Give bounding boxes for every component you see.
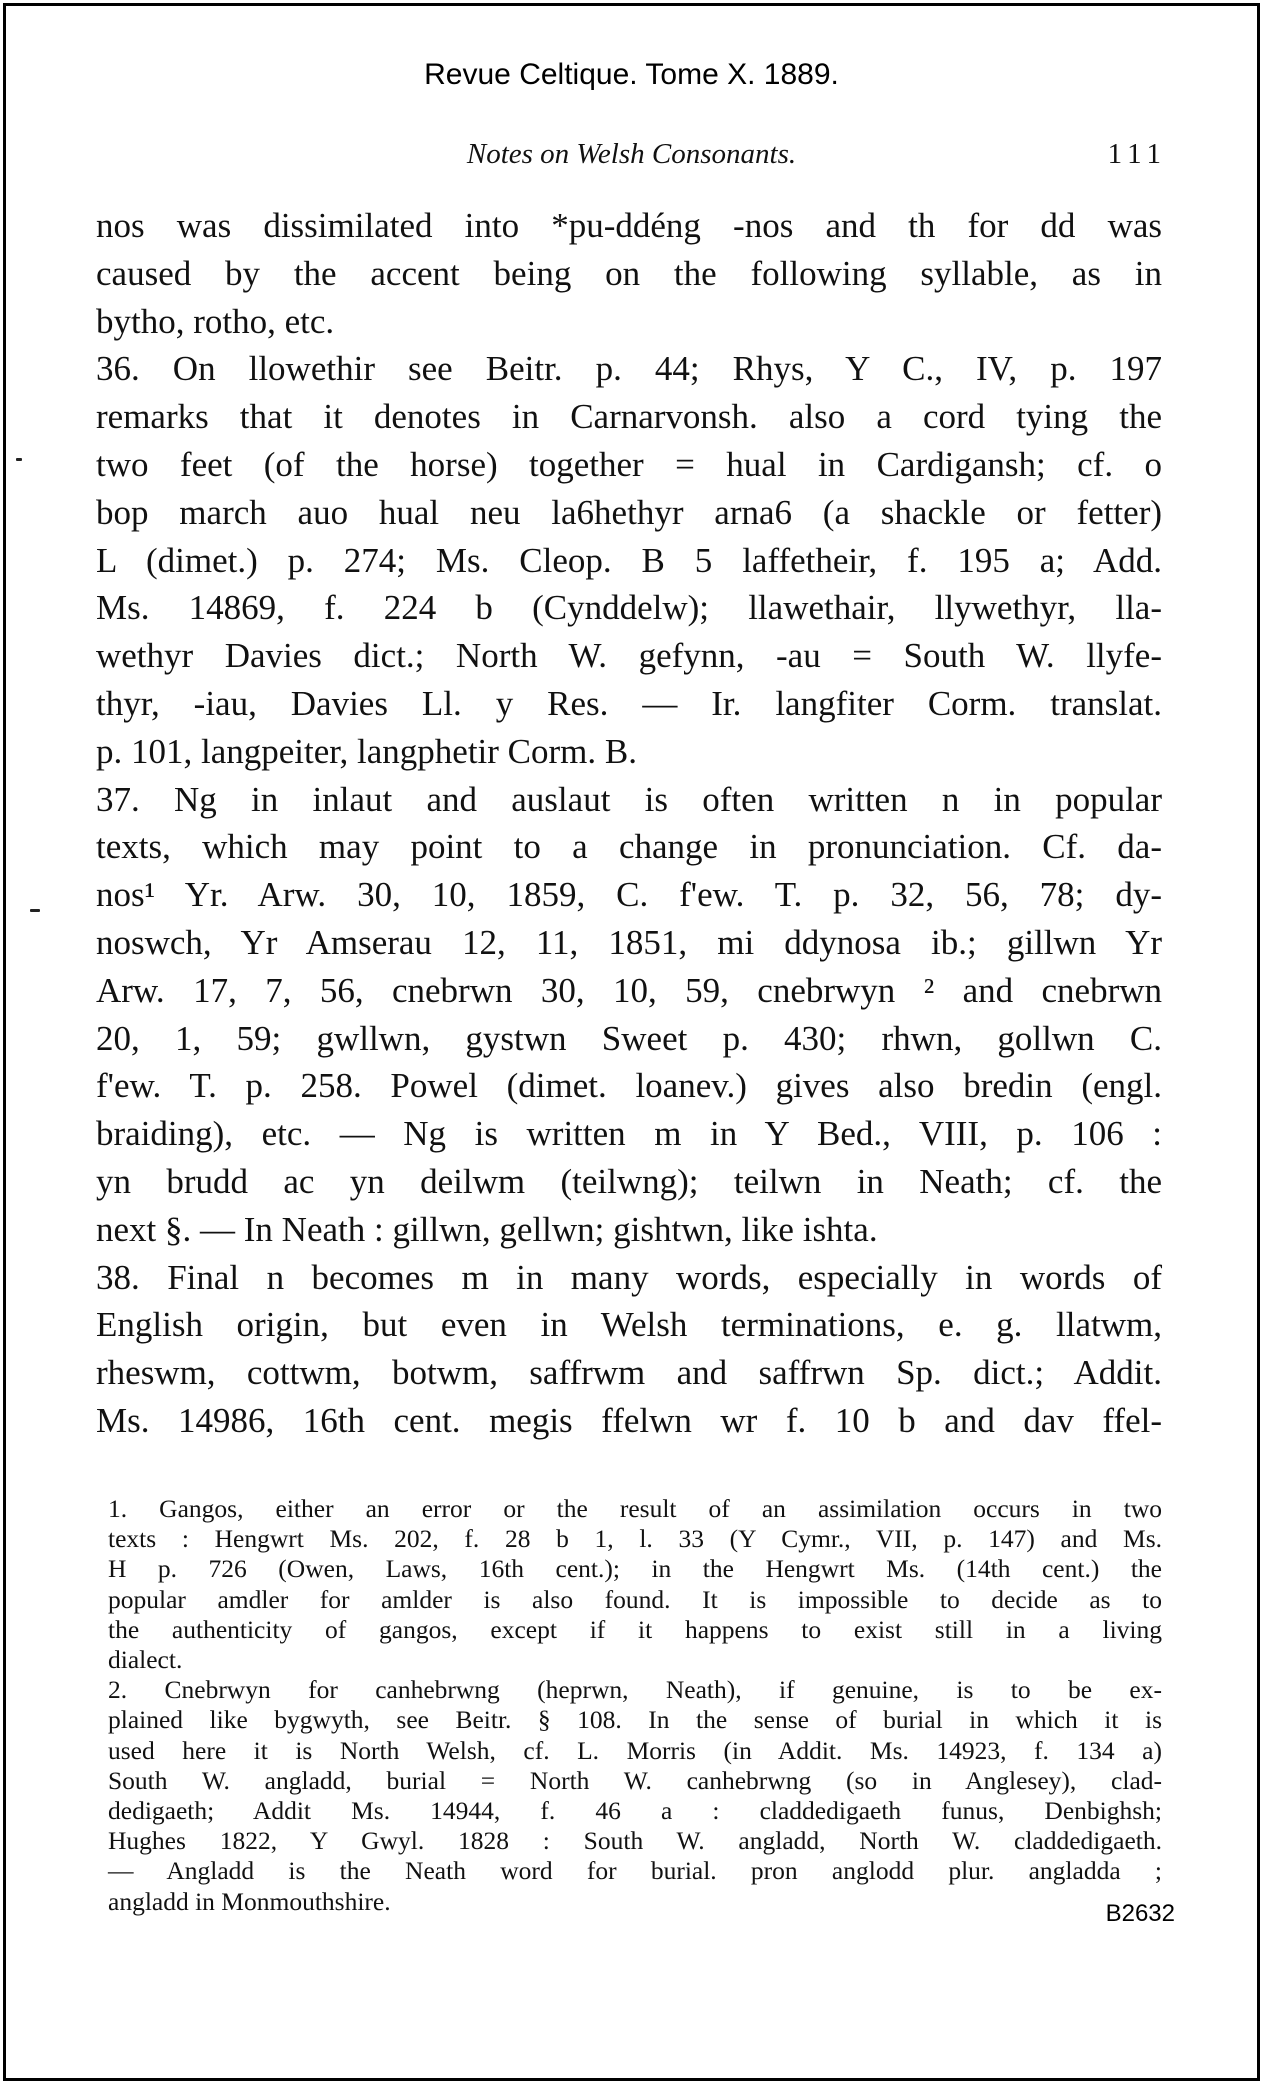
body-line: bop march auo hual neu la6hethyr arna6 (a shackle or fetter) [96, 492, 1162, 532]
footnote-line: the authenticity of gangos, except if it happens to exist still in a living [108, 1614, 1162, 1644]
footnote-line: angladd in Monmouthshire. [108, 1886, 391, 1916]
reference-code: B2632 [1105, 1900, 1175, 1927]
body-line: next §. — In Neath : gillwn, gellwn; gishtwn, like ishta. [96, 1209, 878, 1249]
footnote-line: plained like bygwyth, see Beitr. § 108. In the sense of burial in which it is [108, 1705, 1162, 1735]
source-header: Revue Celtique. Tome X. 1889. [424, 58, 839, 91]
body-line: rheswm, cottwm, botwm, saffrwm and saffrwn Sp. dict.; Addit. [96, 1353, 1162, 1393]
body-line: two feet (of the horse) together = hual in Cardigansh; cf. o [96, 444, 1162, 484]
footnote-line: — Angladd is the Neath word for burial. pron anglodd plur. angladda ; [108, 1856, 1162, 1886]
body-line: English origin, but even in Welsh terminations, e. g. llatwm, [96, 1305, 1162, 1345]
margin-mark [30, 909, 40, 912]
main-text [96, 202, 1162, 1445]
footnote-line: dialect. [108, 1645, 183, 1675]
body-line: 20, 1, 59; gwllwn, gystwn Sweet p. 430; rhwn, gollwn C. [96, 1018, 1162, 1058]
footnote-line: South W. angladd, burial = North W. canhebrwng (so in Anglesey), clad- [108, 1765, 1162, 1795]
footnote-line: H p. 726 (Owen, Laws, 16th cent.); in the Hengwrt Ms. (14th cent.) the [108, 1554, 1162, 1584]
footnote-line: popular amdler for amlder is also found. It is impossible to decide as to [108, 1584, 1162, 1614]
body-line: L (dimet.) p. 274; Ms. Cleop. B 5 laffetheir, f. 195 a; Add. [96, 540, 1162, 580]
running-head: Notes on Welsh Consonants. [466, 138, 797, 170]
footnote-line: 2. Cnebrwyn for canhebrwng (heprwn, Neath), if genuine, is to be ex- [108, 1675, 1162, 1705]
body-line: Arw. 17, 7, 56, cnebrwn 30, 10, 59, cnebrwyn ² and cnebrwn [96, 970, 1162, 1010]
body-line: nos¹ Yr. Arw. 30, 10, 1859, C. f'ew. T. p. 32, 56, 78; dy- [96, 875, 1162, 915]
body-line: bytho, rotho, etc. [96, 301, 335, 341]
margin-mark [16, 458, 22, 461]
footnote-line: used here it is North Welsh, cf. L. Morris (in Addit. Ms. 14923, f. 134 a) [108, 1735, 1162, 1765]
page-number: 111 [1107, 138, 1167, 170]
footnote-line: 1. Gangos, either an error or the result of an assimilation occurs in two [108, 1494, 1162, 1523]
body-line: caused by the accent being on the following syllable, as in [96, 253, 1162, 293]
footnote-line: Hughes 1822, Y Gwyl. 1828 : South W. angladd, North W. claddedigaeth. [108, 1826, 1162, 1856]
body-line: f'ew. T. p. 258. Powel (dimet. loanev.) gives also bredin (engl. [96, 1066, 1162, 1106]
footnote-line: dedigaeth; Addit Ms. 14944, f. 46 a : claddedigaeth funus, Denbighsh; [108, 1796, 1162, 1826]
body-line: wethyr Davies dict.; North W. gefynn, -au = South W. llyfe- [96, 636, 1162, 676]
body-line: p. 101, langpeiter, langphetir Corm. B. [96, 731, 637, 771]
body-line: 38. Final n becomes m in many words, especially in words of [96, 1257, 1162, 1297]
body-line: yn brudd ac yn deilwm (teilwng); teilwn in Neath; cf. the [96, 1161, 1162, 1201]
footnote-line: texts : Hengwrt Ms. 202, f. 28 b 1, l. 33 (Y Cymr., VII, p. 147) and Ms. [108, 1524, 1162, 1554]
body-line: Ms. 14869, f. 224 b (Cynddelw); llawethair, llywethyr, lla- [96, 588, 1162, 628]
body-line: 37. Ng in inlaut and auslaut is often written n in popular [96, 779, 1162, 819]
footnotes [108, 1494, 1162, 1917]
body-line: remarks that it denotes in Carnarvonsh. also a cord tying the [96, 397, 1162, 437]
body-line: 36. On llowethir see Beitr. p. 44; Rhys, Y C., IV, p. 197 [96, 349, 1162, 389]
body-line: Ms. 14986, 16th cent. megis ffelwn wr f. 10 b and dav ffel- [96, 1400, 1162, 1440]
body-line: texts, which may point to a change in pronunciation. Cf. da- [96, 827, 1162, 867]
body-line: thyr, -iau, Davies Ll. y Res. — Ir. langfiter Corm. translat. [96, 683, 1162, 723]
body-line: braiding), etc. — Ng is written m in Y Bed., VIII, p. 106 : [96, 1114, 1162, 1154]
body-line: nos was dissimilated into *pu-ddéng -nos and th for dd was [96, 206, 1162, 245]
body-line: noswch, Yr Amserau 12, 11, 1851, mi ddynosa ib.; gillwn Yr [96, 922, 1162, 962]
